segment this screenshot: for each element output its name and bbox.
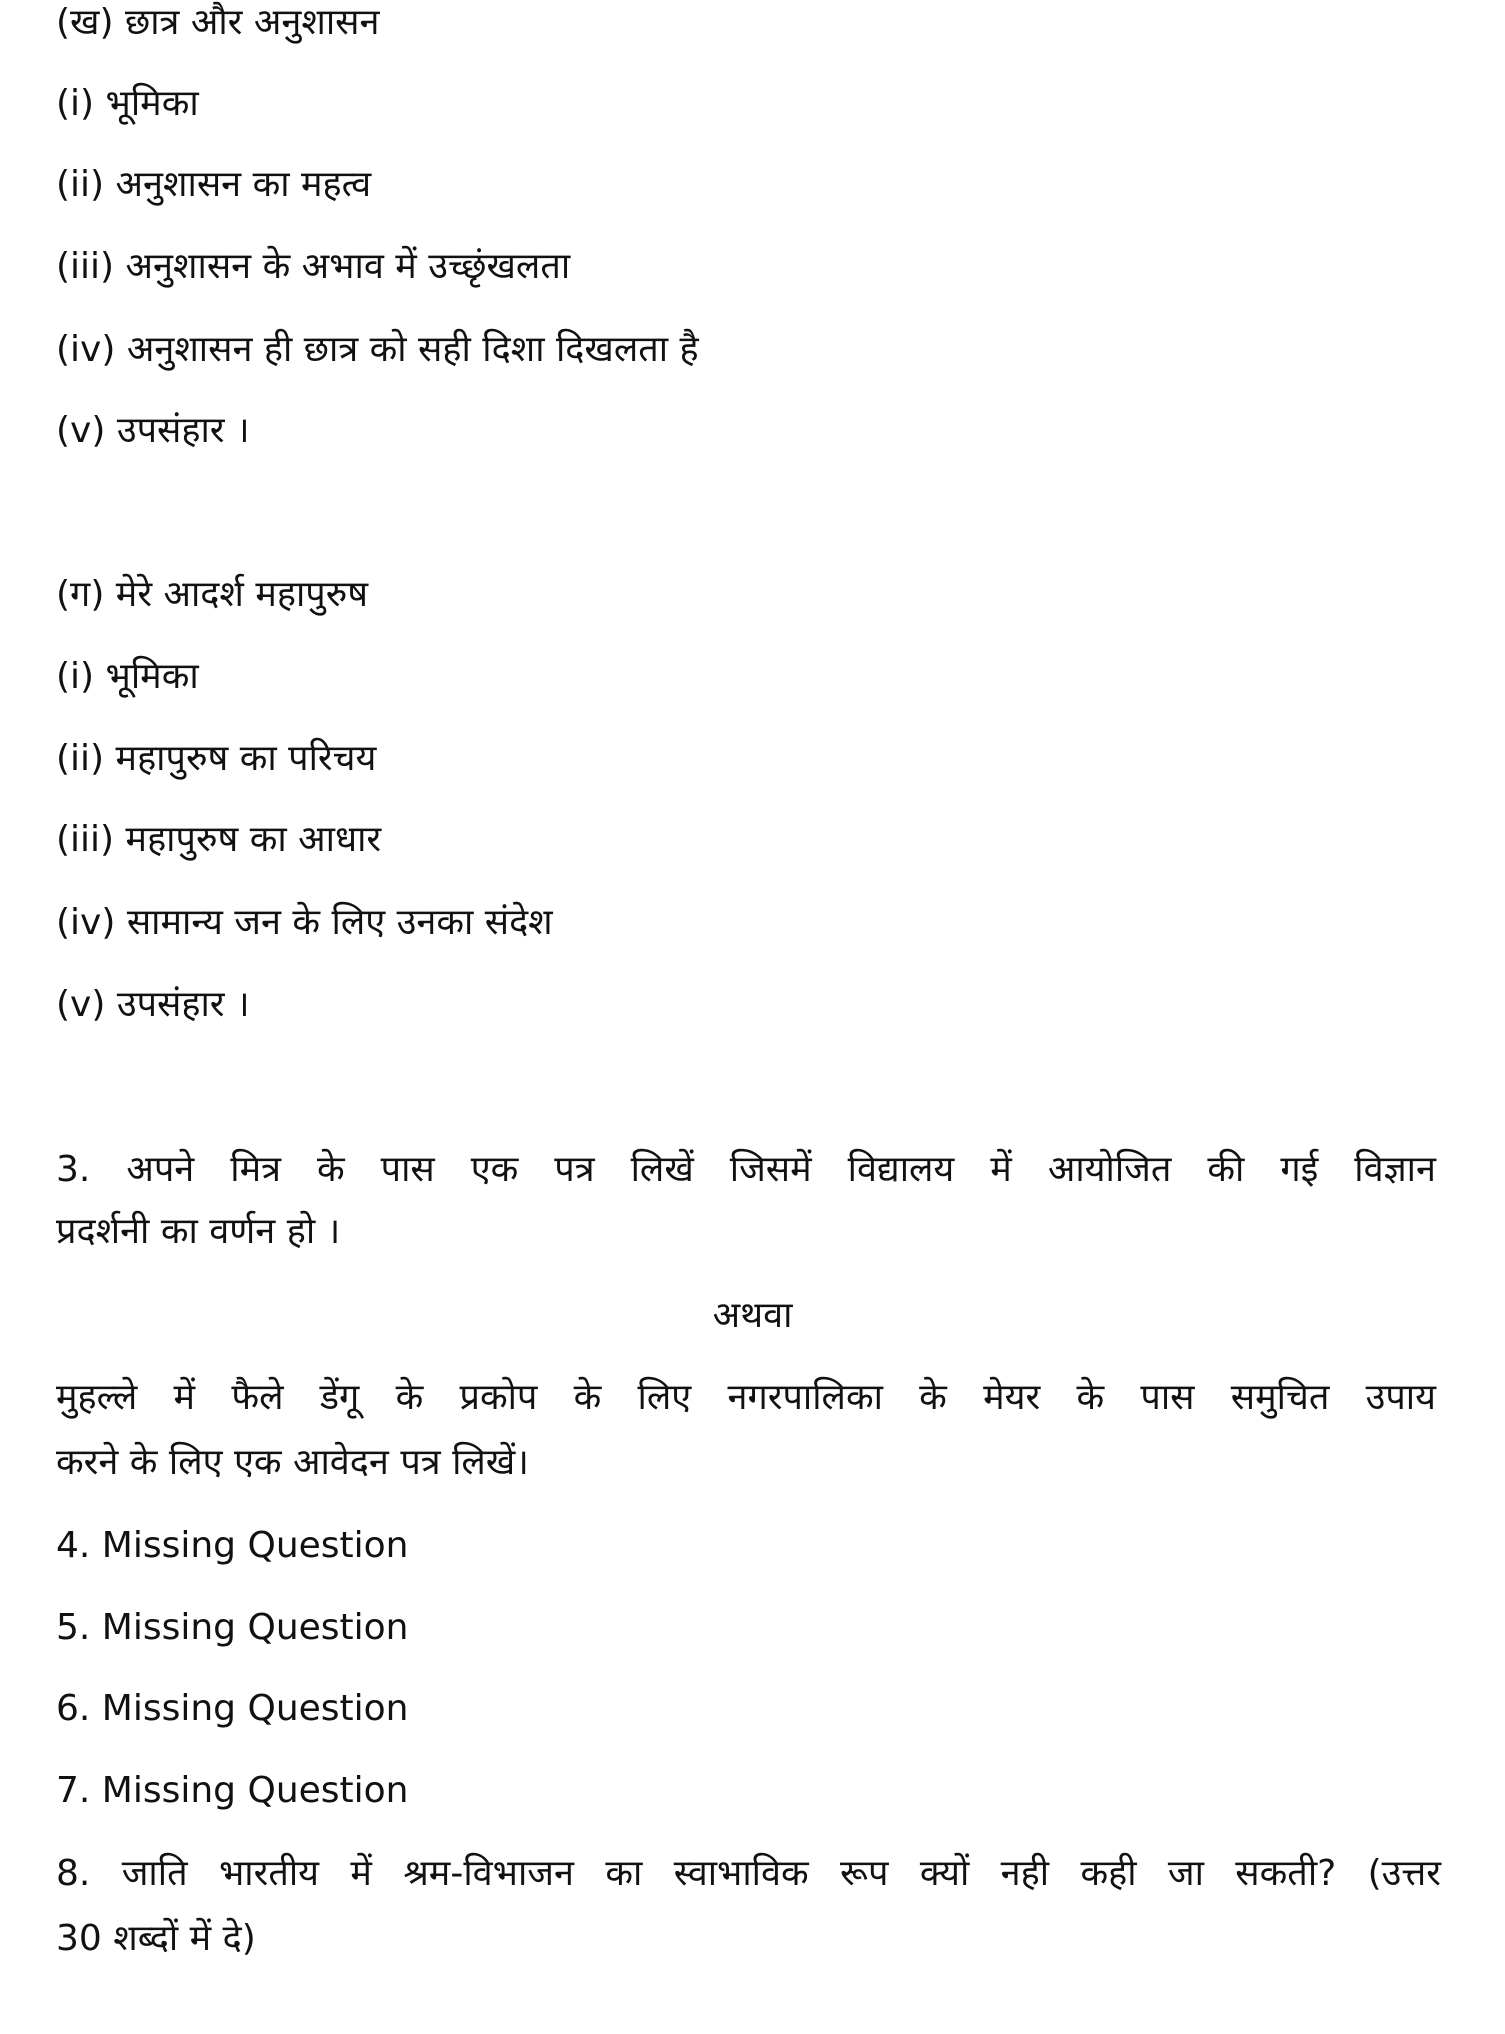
list-item: (iv) अनुशासन ही छात्र को सही दिशा दिखलता है bbox=[56, 329, 699, 370]
section-heading-kha: (ख) छात्र और अनुशासन bbox=[56, 2, 380, 43]
list-item: (ii) अनुशासन का महत्व bbox=[56, 164, 372, 205]
or-separator: अथवा bbox=[712, 1295, 793, 1336]
list-item: (v) उपसंहार । bbox=[56, 410, 250, 451]
question-7: 7. Missing Question bbox=[56, 1770, 409, 1811]
list-item: (i) भूमिका bbox=[56, 656, 199, 697]
question-8-line-1: 8. जाति भारतीय में श्रम-विभाजन का स्वाभाविक रूप क्यों नही कही जा सकती? (उत्तर bbox=[56, 1853, 1441, 1894]
list-item: (v) उपसंहार । bbox=[56, 984, 250, 1025]
question-3-line-1: 3. अपने मित्र के पास एक पत्र लिखें जिसमें विद्यालय में आयोजित की गई विज्ञान bbox=[56, 1149, 1436, 1190]
question-6: 6. Missing Question bbox=[56, 1688, 409, 1729]
list-item: (iv) सामान्य जन के लिए उनका संदेश bbox=[56, 902, 553, 943]
section-heading-ga: (ग) मेरे आदर्श महापुरुष bbox=[56, 574, 369, 615]
question-3-alt-line-2: करने के लिए एक आवेदन पत्र लिखें। bbox=[56, 1442, 529, 1483]
list-item: (ii) महापुरुष का परिचय bbox=[56, 738, 377, 779]
list-item: (i) भूमिका bbox=[56, 83, 199, 124]
list-item: (iii) अनुशासन के अभाव में उच्छृंखलता bbox=[56, 246, 571, 287]
question-3-line-2: प्रदर्शनी का वर्णन हो । bbox=[56, 1211, 341, 1252]
question-3-alt-line-1: मुहल्ले में फैले डेंगू के प्रकोप के लिए नगरपालिका के मेयर के पास समुचित उपाय bbox=[56, 1377, 1436, 1418]
list-item: (iii) महापुरुष का आधार bbox=[56, 819, 382, 860]
question-8-line-2: 30 शब्दों में दे) bbox=[56, 1918, 256, 1959]
question-5: 5. Missing Question bbox=[56, 1607, 409, 1648]
question-4: 4. Missing Question bbox=[56, 1525, 409, 1566]
